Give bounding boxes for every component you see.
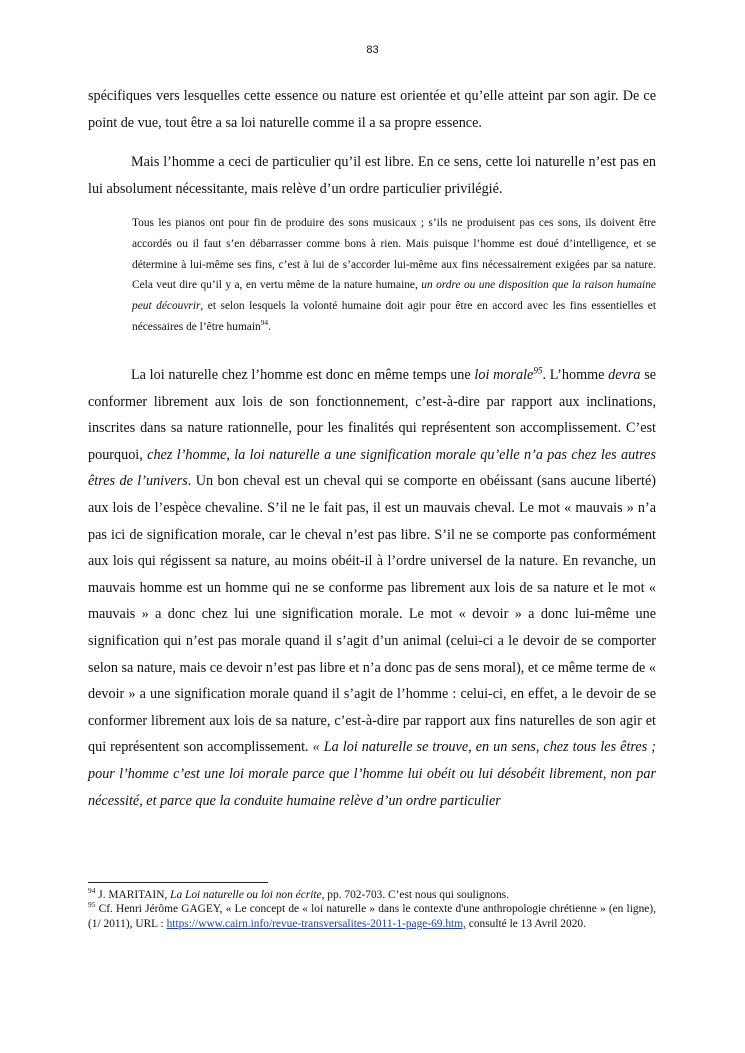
footnote-number: 94: [88, 886, 96, 896]
footnote-title: La Loi naturelle ou loi non écrite,: [170, 889, 325, 901]
paragraph-2: Mais l’homme a ceci de particulier qu’il est libre. En ce sens, cette loi naturelle n’est pas en lui absolument nécessitante, mais relève d’un ordre particulier privilégié.: [88, 154, 656, 197]
para3-italic-devra: devra: [608, 367, 641, 383]
footnote-94: [88, 888, 656, 902]
para3-text-2: . L’homme: [542, 367, 605, 383]
footnote-ref-94[interactable]: 94: [260, 318, 269, 328]
para3-italic-quote: « La loi naturelle se trouve, en un sens, chez tous les êtres ; pour l’homme c’est une loi morale parce que l’homme lui obéit ou lui désobéit librement, non par nécessité, et parce que la conduite humaine relève d’un ordre particulier: [88, 739, 656, 809]
block-quote: [132, 213, 656, 338]
footnote-95: [88, 902, 656, 931]
quote-text-2: , et selon lesquels la volonté humaine doit agir pour être en accord avec les fins essentielles et nécessaires de l’être humain: [132, 300, 656, 333]
quote-italic: un ordre ou une disposition que la raison humaine peut découvrir: [132, 279, 656, 313]
quote-end: .: [268, 320, 271, 333]
para3-text-3: se conformer librement aux lois de son fonctionnement, c’est-à-dire par rapport aux inclinations, inscrites dans sa nature rationnelle, pour les finalités qui représentent son accomplissement. C’est pourquoi,: [88, 367, 657, 463]
para3-text-1: La loi naturelle chez l’homme est donc en même temps une: [131, 367, 471, 383]
paragraph-3: [88, 362, 656, 814]
footnote-text: pp. 702-703. C’est nous qui soulignons.: [327, 889, 509, 901]
page-number: 83: [366, 44, 379, 56]
para3-text-4: . Un bon cheval est un cheval qui se comporte en obéissant (sans aucune liberté) aux lois de l’espèce chevaline. S’il ne le fait pas, il est un mauvais cheval. Le mot « mauvais » n’a pas ici de signification morale, car le cheval n’est pas libre. S’il ne se comporte pas conformément aux lois qui régissent sa nature, au moins obéit-il à l’ordre universel de la nature. En revanche, un mauvais homme est un homme qui ne se conforme pas librement aux lois de sa nature et le mot « mauvais » a donc chez lui une signification morale. Le mot « devoir » a donc lui-même une signification qui n’est pas morale quand il s’agit d’un animal (celui-ci a le devoir de se comporter selon sa nature, mais ce devoir n’est pas libre et n’a donc pas de sens moral), et ce même terme de « devoir » a une signification morale quand il s’agit de l’homme : celui-ci, en effet, a le devoir de se conformer librement aux lois de sa nature, c’est-à-dire par rapport aux fins naturelles de son agir et qui représentent son accomplissement.: [88, 473, 656, 756]
paragraph-1: spécifiques vers lesquelles cette essence ou nature est orientée et qu’elle atteint par son agir. De ce point de vue, tout être a sa loi naturelle comme il a sa propre essence.: [88, 88, 656, 131]
footnote-text: Cf. Henri Jérôme GAGEY, « Le concept de « loi naturelle » dans le contexte d'une anthropologie chrétienne » (en ligne), (1/ 2011), URL :: [88, 903, 656, 930]
quote-text: Tous les pianos ont pour fin de produire des sons musicaux ; s’ils ne produisent pas ces sons, ils doivent être accordés ou il faut s’en débarrasser comme bons à rien. Mais puisque l’homme est doué d’intelligence, et se détermine à lui-même ses fins, c’est à lui de s’accorder lui-même aux fins nécessairement exigées par sa nature. Cela veut dire qu’il y a, en vertu même de la nature humaine,: [132, 217, 656, 292]
footnote-link[interactable]: https://www.cairn.info/revue-transversalites-2011-1-page-69.htm,: [166, 917, 466, 930]
footnote-number: 95: [88, 900, 96, 910]
footnote-text-end: consulté le 13 Avril 2020.: [468, 917, 586, 930]
para3-italic-3: chez l’homme, la loi naturelle a une signification morale qu’elle n’a pas chez les autres êtres de l’univers: [88, 446, 656, 490]
footnote-separator: [88, 882, 268, 883]
footnote-ref-95[interactable]: 95: [533, 365, 543, 376]
para3-italic-loi-morale: loi morale: [474, 367, 534, 383]
footnotes: [88, 888, 656, 931]
footnote-author: J. MARITAIN,: [98, 889, 168, 901]
